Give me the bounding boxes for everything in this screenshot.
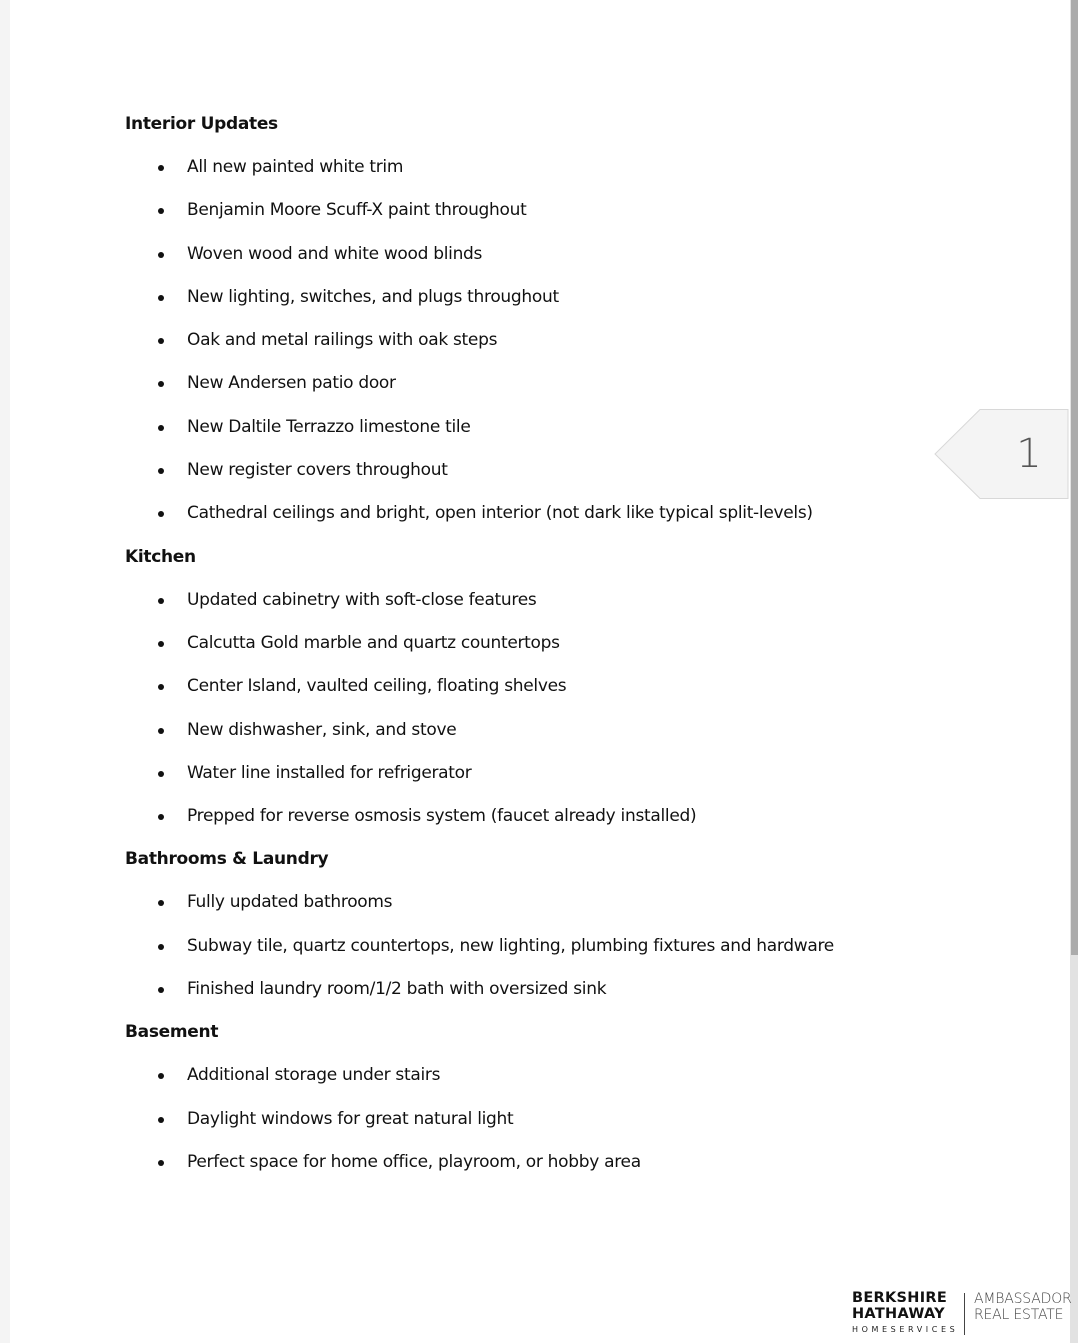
bullet-icon: [158, 295, 164, 301]
list-item-text: Prepped for reverse osmosis system (faucet already installed): [187, 806, 697, 827]
list-item-text: Daylight windows for great natural light: [187, 1108, 514, 1129]
list-item-text: New lighting, switches, and plugs throughout: [187, 286, 559, 307]
scrollbar-thumb[interactable]: [1071, 0, 1078, 955]
bullet-icon: [158, 1073, 164, 1079]
bullet-icon: [158, 338, 164, 344]
bullet-icon: [158, 381, 164, 387]
list-item-text: Center Island, vaulted ceiling, floating shelves: [187, 676, 567, 697]
list-item: [125, 1149, 925, 1192]
list-item-text: Water line installed for refrigerator: [187, 762, 472, 783]
logo-real-estate: REAL ESTATE: [974, 1307, 1064, 1323]
bullet-icon: [158, 252, 164, 258]
list-item: [125, 284, 925, 327]
list-item-text: Oak and metal railings with oak steps: [187, 330, 498, 351]
list-item: [125, 889, 925, 932]
list-item-text: Calcutta Gold marble and quartz countertops: [187, 632, 560, 653]
bullet-icon: [158, 165, 164, 171]
list-item-text: Subway tile, quartz countertops, new lighting, plumbing fixtures and hardware: [187, 935, 834, 956]
list-item: [125, 760, 925, 803]
list-item-text: Finished laundry room/1/2 bath with oversized sink: [187, 979, 607, 1000]
list-item: [125, 197, 925, 240]
list-item: [125, 673, 925, 716]
list-item: [125, 327, 925, 370]
bullet-icon: [158, 944, 164, 950]
bullet-icon: [158, 425, 164, 431]
list-item-text: New dishwasher, sink, and stove: [187, 719, 457, 740]
list-item-text: Cathedral ceilings and bright, open interior (not dark like typical split-levels): [187, 503, 813, 524]
document-content: [125, 111, 925, 1192]
bullet-icon: [158, 208, 164, 214]
bullet-icon: [158, 987, 164, 993]
logo-divider: [964, 1293, 965, 1335]
section-heading: Kitchen: [125, 546, 196, 567]
page-number: 1: [1016, 431, 1042, 477]
bullet-icon: [158, 900, 164, 906]
list-item: [125, 717, 925, 760]
list-item-text: Perfect space for home office, playroom, or hobby area: [187, 1151, 641, 1172]
list-item-text: All new painted white trim: [187, 157, 404, 177]
bullet-icon: [158, 641, 164, 647]
list-item: [125, 500, 925, 543]
list-item: [125, 1062, 925, 1105]
bullet-icon: [158, 728, 164, 734]
bullet-icon: [158, 598, 164, 604]
list-item: [125, 630, 925, 673]
list-item-text: Updated cabinetry with soft-close features: [187, 589, 537, 610]
logo-hathaway: HATHAWAY: [852, 1306, 945, 1322]
page-number-indicator[interactable]: [934, 409, 1069, 499]
list-item: [125, 976, 925, 1019]
logo-ambassador: AMBASSADOR: [974, 1291, 1072, 1307]
section-heading: Bathrooms & Laundry: [125, 849, 329, 870]
bullet-icon: [158, 814, 164, 820]
bullet-icon: [158, 771, 164, 777]
bullet-icon: [158, 684, 164, 690]
section-heading: Basement: [125, 1022, 219, 1043]
list-item: [125, 587, 925, 630]
list-item: [125, 414, 925, 457]
list-item-text: Woven wood and white wood blinds: [187, 243, 483, 264]
section-heading: Interior Updates: [125, 114, 278, 134]
bullet-icon: [158, 1160, 164, 1166]
list-item: [125, 154, 925, 197]
list-item-text: Fully updated bathrooms: [187, 892, 393, 913]
bullet-icon: [158, 468, 164, 474]
list-item: [125, 803, 925, 846]
list-item-text: New Daltile Terrazzo limestone tile: [187, 416, 471, 437]
list-item-text: Additional storage under stairs: [187, 1065, 441, 1086]
brokerage-logo: [852, 1290, 1078, 1340]
list-item-text: Benjamin Moore Scuff-X paint throughout: [187, 200, 527, 221]
list-item-text: New register covers throughout: [187, 460, 448, 481]
bullet-icon: [158, 1117, 164, 1123]
list-item: [125, 457, 925, 500]
list-item: [125, 1106, 925, 1149]
list-item: [125, 370, 925, 413]
logo-berkshire: BERKSHIRE: [852, 1290, 948, 1306]
list-item: [125, 241, 925, 284]
bullet-icon: [158, 511, 164, 517]
list-item: [125, 933, 925, 976]
list-item-text: New Andersen patio door: [187, 373, 396, 394]
logo-homeservices: HOMESERVICES: [852, 1325, 959, 1334]
